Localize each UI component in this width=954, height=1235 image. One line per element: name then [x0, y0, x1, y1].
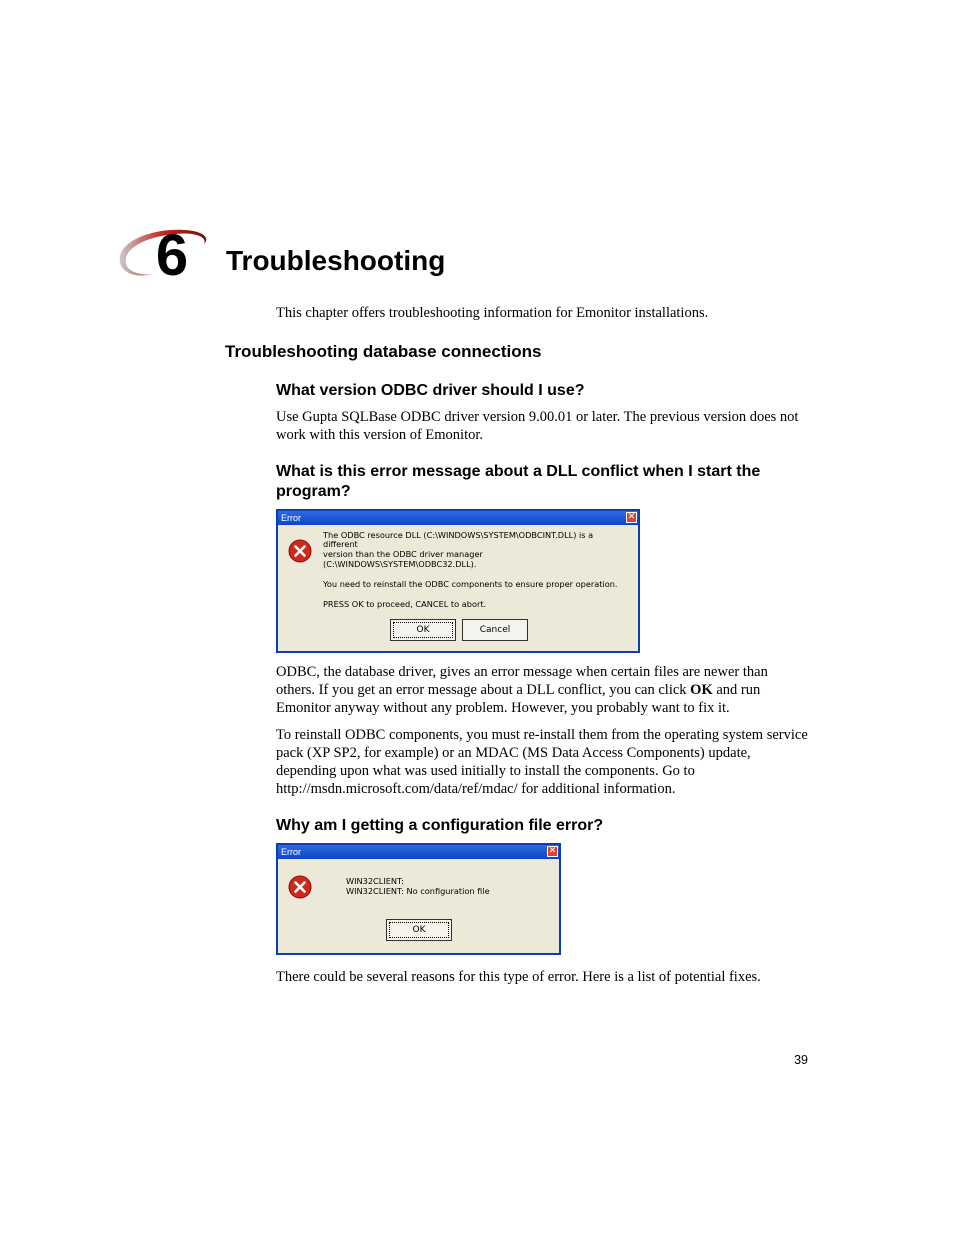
dialog-message-line: The ODBC resource DLL (C:\WINDOWS\SYSTEM\ODBCINT.DLL) is a	[323, 530, 594, 540]
dialog-message-line: You need to reinstall the ODBC components to ensure proper operation.	[323, 579, 618, 589]
dialog-titlebar	[278, 845, 559, 859]
dialog-title: Error	[281, 847, 301, 857]
error-icon	[288, 875, 312, 899]
close-icon[interactable]: ✕	[548, 846, 557, 856]
close-icon[interactable]: ✕	[627, 512, 636, 522]
dialog-message-line: PRESS OK to proceed, CANCEL to abort.	[323, 599, 487, 609]
question-heading-dll-conflict: What is this error message about a DLL conflict when I start the program?	[276, 463, 761, 500]
config-error-paragraph: There could be several reasons for this type of error. Here is a list of potential fixes.	[276, 969, 761, 985]
cancel-button[interactable]: Cancel	[462, 619, 528, 641]
reinstall-paragraph: To reinstall ODBC components, you must re-install them from the operating system service pack (XP SP2, for example) or an MDAC (MS Data Access Components) update, depending upon what was used initially to install the components. Go to http://msdn.microsoft.com/data/ref/mdac/ for additional information.	[276, 727, 808, 797]
error-dialog-config	[276, 843, 561, 955]
chapter-title: Troubleshooting	[226, 245, 446, 276]
dialog-message-line: version than the ODBC driver manager	[323, 549, 483, 559]
dialog-message-line: different	[323, 539, 358, 549]
dll-explanation-paragraph	[276, 663, 808, 717]
question-heading-odbc-version: What version ODBC driver should I use?	[276, 382, 585, 399]
error-icon	[288, 539, 312, 563]
dialog-title: Error	[281, 513, 301, 523]
ok-button[interactable]: OK	[386, 919, 452, 941]
dll-explanation-text-b: and run Emonitor anyway without any problem. However, you probably want to fix it.	[276, 682, 761, 716]
dll-explanation-text-a: ODBC, the database driver, gives an error message when certain files are newer than others. If you get an error message about a DLL conflict, you can click	[276, 664, 768, 698]
answer-odbc-version: Use Gupta SQLBase ODBC driver version 9.00.01 or later. The previous version does not work with this version of Emonitor.	[276, 409, 799, 443]
chapter-number: 6	[155, 223, 189, 288]
page-number: 39	[794, 1053, 808, 1067]
dialog-message-line: WIN32CLIENT: No configuration file	[346, 886, 490, 896]
chapter-intro: This chapter offers troubleshooting information for Emonitor installations.	[276, 305, 709, 321]
dialog-message-line: (C:\WINDOWS\SYSTEM\ODBC32.DLL).	[323, 559, 477, 569]
error-dialog-dll	[276, 509, 640, 653]
ok-button[interactable]: OK	[390, 619, 456, 641]
question-heading-config-error: Why am I getting a configuration file error?	[276, 817, 604, 834]
section-heading: Troubleshooting database connections	[225, 342, 542, 361]
dll-explanation-ok: OK	[690, 682, 713, 698]
dialog-message-line: WIN32CLIENT:	[346, 876, 404, 886]
dialog-titlebar	[278, 511, 638, 525]
